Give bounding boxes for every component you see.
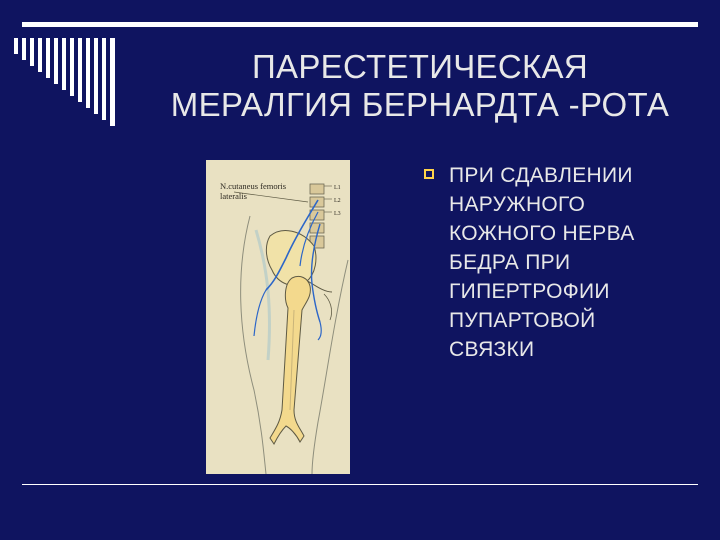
- bullet-square-icon: [424, 169, 434, 179]
- vertebra-label-l3: L3: [334, 211, 341, 217]
- title-line-2: МЕРАЛГИЯ БЕРНАРДТА -РОТА: [170, 86, 670, 123]
- figure-label-line-1: N.cutaneus femoris: [220, 181, 287, 191]
- slide-title: [140, 48, 700, 124]
- bullet-text: [449, 161, 694, 364]
- bullet-line-5: ГИПЕРТРОФИИ: [449, 280, 610, 303]
- vertebra-label-l2: L2: [334, 198, 341, 204]
- decorative-stripes: [14, 36, 124, 132]
- bullet-line-3: КОЖНОГО НЕРВА: [449, 222, 635, 245]
- anatomy-figure: [206, 160, 350, 474]
- top-rule: [22, 22, 698, 27]
- bullet-line-2: НАРУЖНОГО: [449, 193, 586, 216]
- vertebra-label-l1: L1: [334, 185, 341, 191]
- bullet-line-6: ПУПАРТОВОЙ: [449, 309, 596, 332]
- bullet-line-4: БЕДРА ПРИ: [449, 251, 571, 274]
- bullet-line-7: СВЯЗКИ: [449, 338, 535, 361]
- bullet-line-1: ПРИ СДАВЛЕНИИ: [449, 164, 633, 187]
- title-line-1: ПАРЕСТЕТИЧЕСКАЯ: [252, 48, 588, 85]
- bottom-rule: [22, 484, 698, 485]
- figure-label-line-2: lateralis: [220, 191, 247, 201]
